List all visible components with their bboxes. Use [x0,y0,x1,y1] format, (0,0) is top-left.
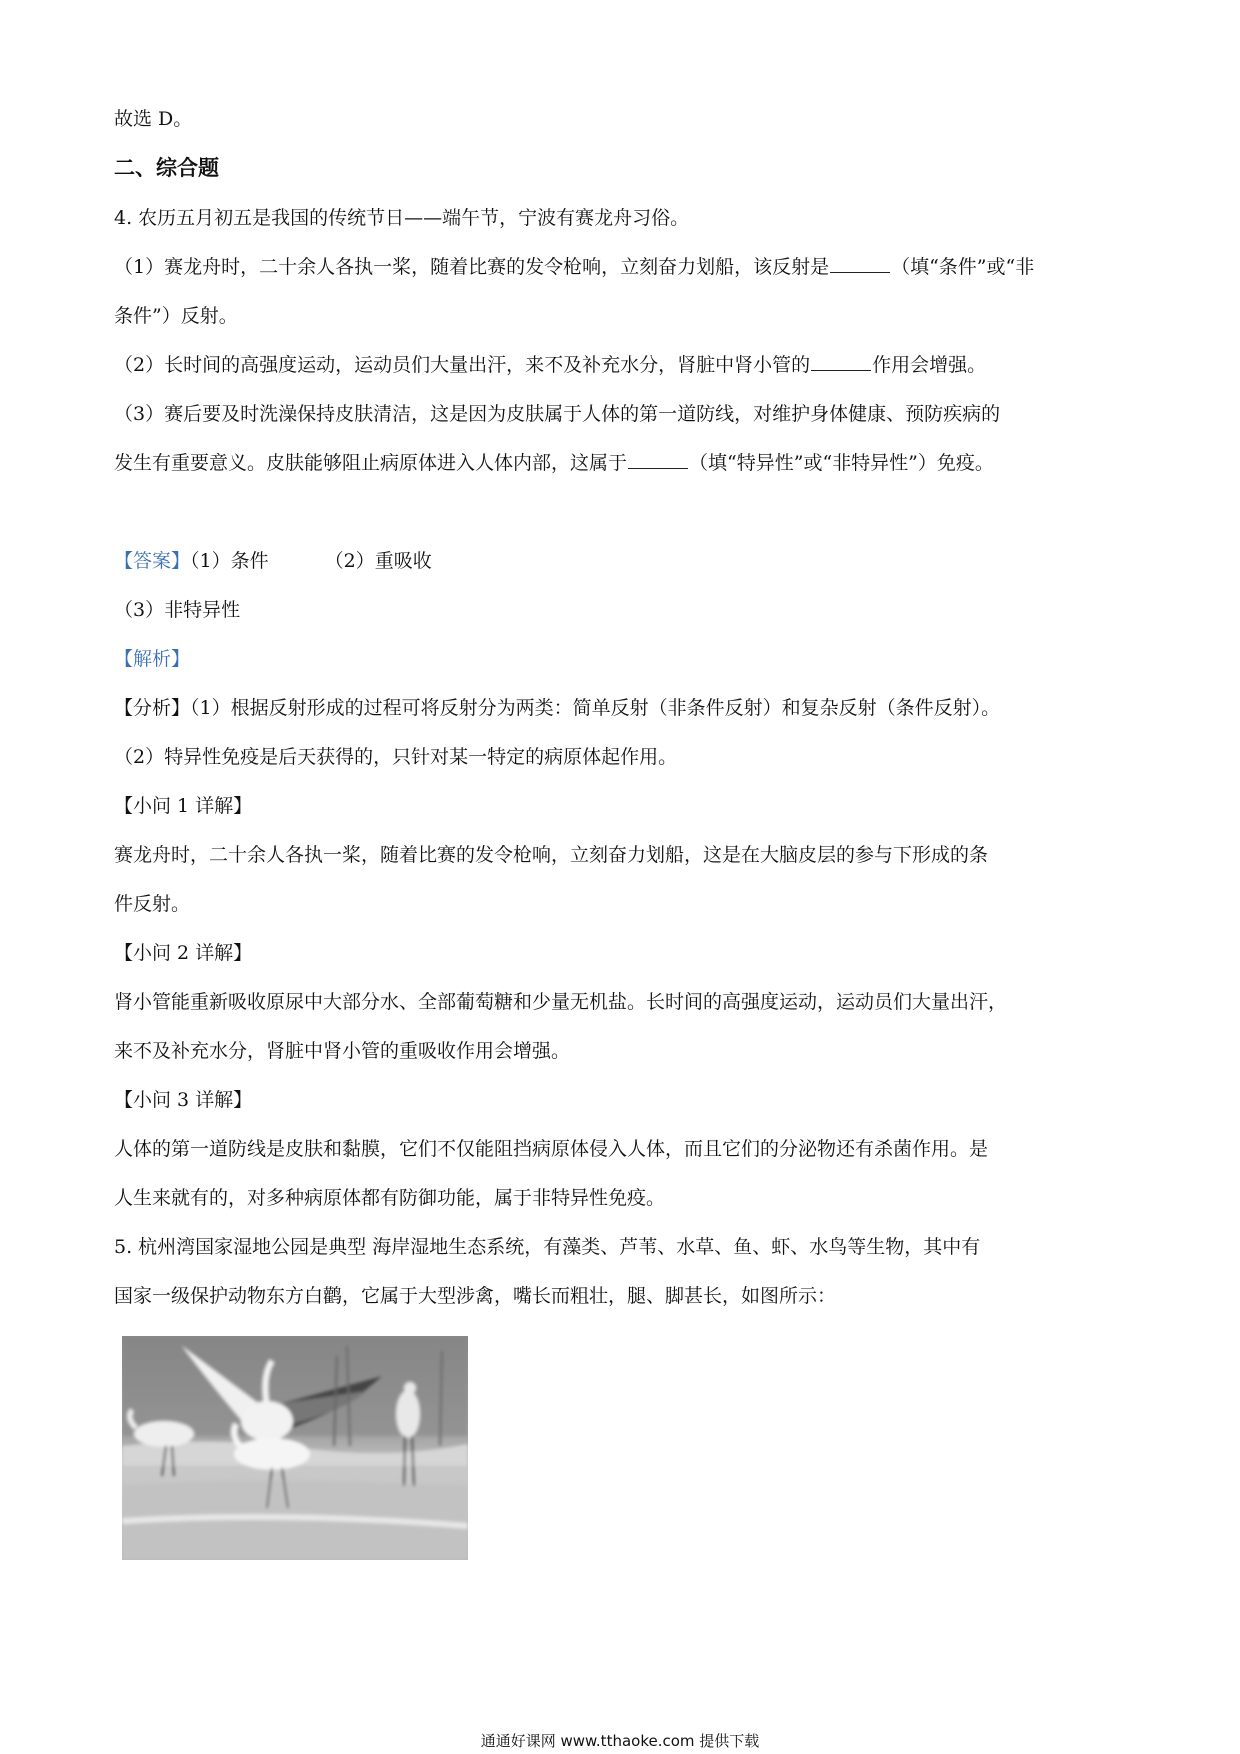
question-4-part-3: （3）赛后要及时洗澡保持皮肤清洁，这是因为皮肤属于人体的第一道防线，对维护身体健康、预防疾病的 [114,403,1001,425]
subquestion-1-text: 件反射。 [114,893,191,915]
subquestion-3-text: 人体的第一道防线是皮肤和黏膜，它们不仅能阻挡病原体侵入人体，而且它们的分泌物还有杀菌作用。是 [114,1138,989,1160]
page-footer: 通通好课网 www.tthaoke.com 提供下载 [480,1732,760,1750]
stork-photo [122,1336,468,1560]
subquestion-1-tag: 【小问 1 详解】 [114,795,253,817]
subquestion-2-tag: 【小问 2 详解】 [114,942,253,964]
answer-tag: 【答案】 [114,550,191,572]
text-segment: （1）赛龙舟时，二十余人各执一桨，随着比赛的发令枪响，立刻奋力划船，该反射是 [114,256,830,278]
text-line: 故选 D。 [114,108,193,130]
question-5-stem: 5. 杭州湾国家湿地公园是典型 海岸湿地生态系统，有藻类、芦苇、水草、鱼、虾、水鸟等生物，其中有 [114,1236,981,1258]
text-line: 条件”）反射。 [114,305,238,327]
answer-line [114,548,432,574]
answer-1: （1）条件 [190,550,269,572]
answer-blank [628,450,688,469]
analysis-text: 【分析】（1）根据反射形成的过程可将反射分为两类：简单反射（非条件反射）和复杂反射（条件反射）。 [114,697,1001,719]
subquestion-2-text: 肾小管能重新吸收原尿中大部分水、全部葡萄糖和少量无机盐。长时间的高强度运动，运动员们大量出汗， [114,991,1008,1013]
subquestion-3-text: 人生来就有的，对多种病原体都有防御功能，属于非特异性免疫。 [114,1187,666,1209]
question-4-part-2 [114,352,986,378]
subquestion-1-text: 赛龙舟时，二十余人各执一桨，随着比赛的发令枪响，立刻奋力划船，这是在大脑皮层的参与下形成的条 [114,844,989,866]
text-segment: （填“特异性”或“非特异性”）免疫。 [689,452,994,474]
answer-2: （2）重吸收 [324,550,432,572]
section-heading: 二、综合题 [114,155,219,180]
analysis-tag: 【解析】 [114,648,191,670]
text-segment: （填“条件”或“非 [891,256,1035,278]
text-segment: （2）长时间的高强度运动，运动员们大量出汗，来不及补充水分，肾脏中肾小管的 [114,354,811,376]
question-5-stem: 国家一级保护动物东方白鹳，它属于大型涉禽，嘴长而粗壮，腿、脚甚长，如图所示： [114,1285,837,1307]
answer-3: （3）非特异性 [114,599,241,621]
subquestion-3-tag: 【小问 3 详解】 [114,1089,253,1111]
question-4-stem: 4. 农历五月初五是我国的传统节日——端午节，宁波有赛龙舟习俗。 [114,207,690,229]
subquestion-2-text: 来不及补充水分，肾脏中肾小管的重吸收作用会增强。 [114,1040,571,1062]
question-4-part-1 [114,254,1034,280]
text-line [114,450,994,476]
analysis-text: （2）特异性免疫是后天获得的，只针对某一特定的病原体起作用。 [114,746,678,768]
text-segment: 作用会增强。 [872,354,987,376]
answer-blank [811,352,871,371]
answer-blank [830,254,890,273]
text-segment: 发生有重要意义。皮肤能够阻止病原体进入人体内部，这属于 [114,452,628,474]
